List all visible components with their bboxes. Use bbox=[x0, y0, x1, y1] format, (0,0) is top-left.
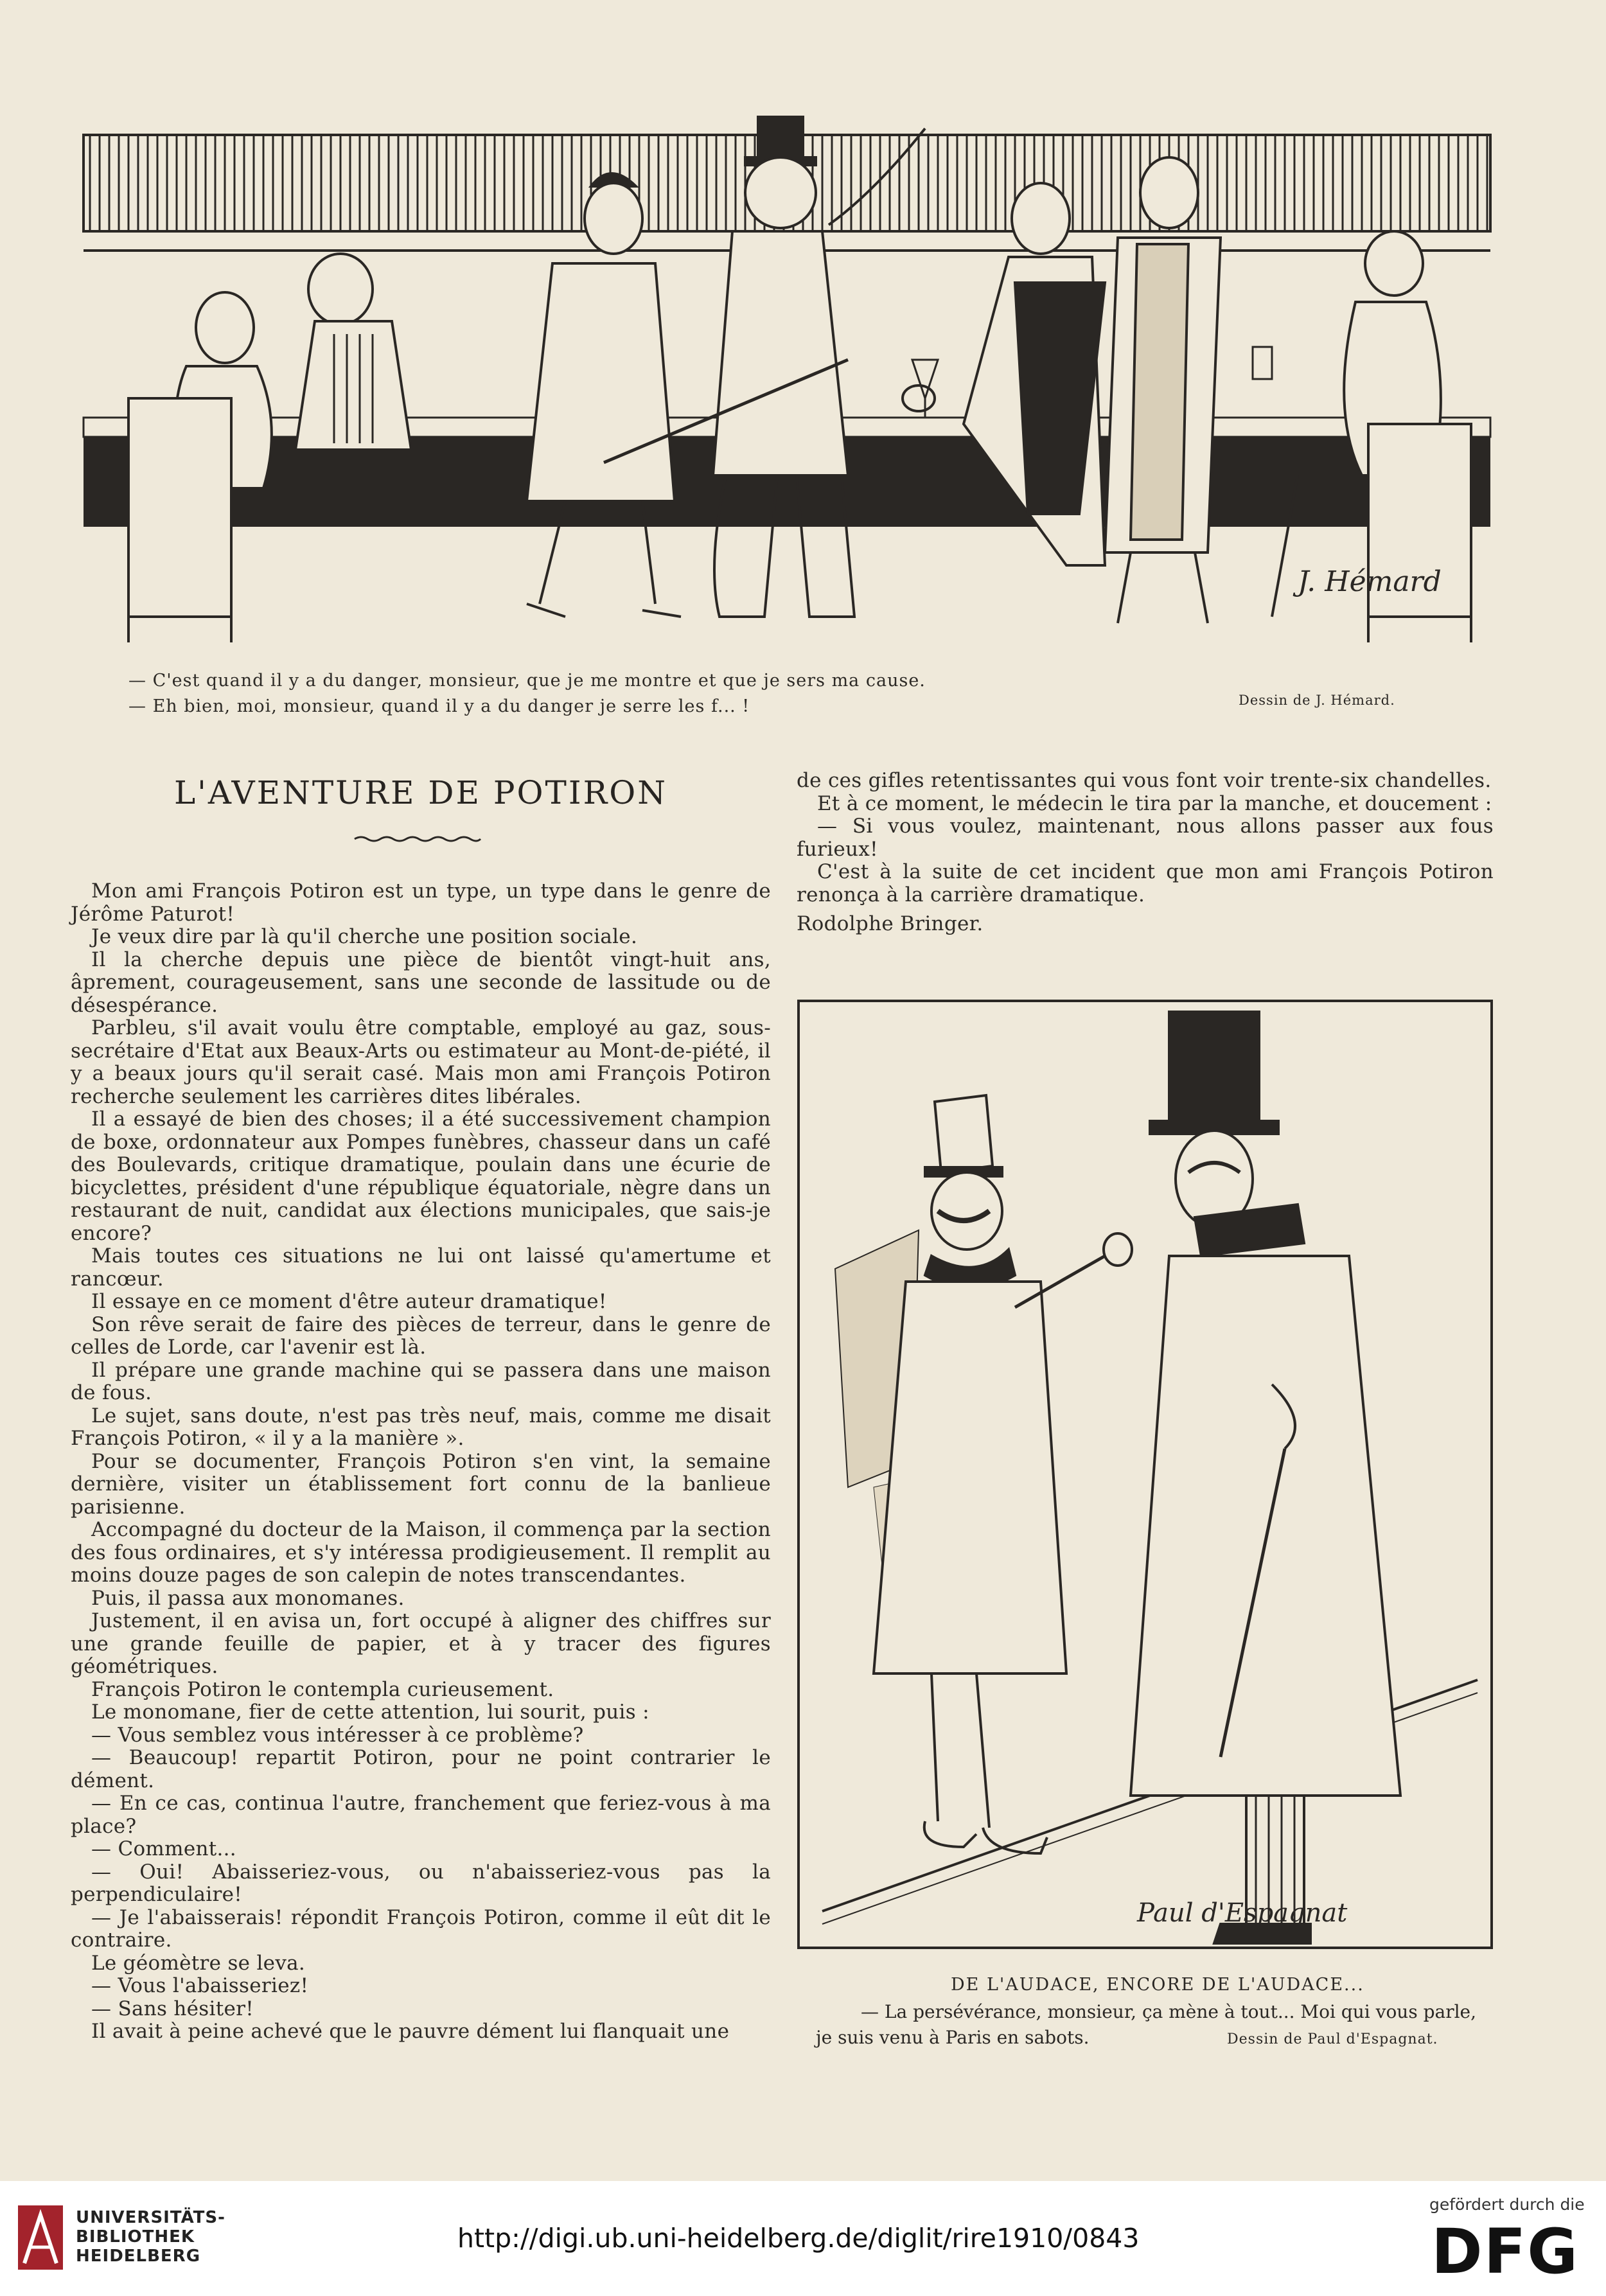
paragraph: — Vous l'abaisseriez! bbox=[91, 1974, 309, 1997]
seated-man-left bbox=[128, 292, 272, 642]
library-name-line: BIBLIOTHEK bbox=[76, 2227, 195, 2247]
title-ornament bbox=[353, 834, 482, 844]
man-bowler-hat bbox=[527, 173, 681, 617]
paragraph: Le monomane, fier de cette attention, lui sourit, puis : bbox=[91, 1700, 649, 1724]
two-men-drawing bbox=[797, 999, 1494, 1950]
paragraph: — Comment... bbox=[91, 1837, 236, 1860]
paragraph: Je veux dire par là qu'il cherche une position sociale. bbox=[91, 925, 638, 948]
funding-label: gefördert durch die bbox=[1429, 2195, 1585, 2214]
source-url-link[interactable]: http://digi.ub.uni-heidelberg.de/diglit/rire1910/0843 bbox=[457, 2223, 1140, 2254]
library-name-line: HEIDELBERG bbox=[76, 2247, 201, 2266]
paragraph: François Potiron le contempla curieusement. bbox=[91, 1677, 554, 1701]
paragraph: Pour se documenter, François Potiron s'en vint, la semaine dernière, visiter un établissement fort connu de la banlieue parisienne. bbox=[71, 1449, 771, 1519]
article-author: Rodolphe Bringer. bbox=[797, 912, 984, 935]
article-left-column bbox=[71, 880, 771, 2044]
bottom-dialogue-line-2: je suis venu à Paris en sabots. bbox=[816, 2027, 1090, 2048]
paragraph: — En ce cas, continua l'autre, franchement que feriez-vous à ma place? bbox=[71, 1792, 771, 1838]
paragraph: Il a essayé de bien des choses; il a été successivement champion de boxe, ordonnateur aux Pompes funèbres, chasseur dans un café des Boulevards, critique dramatique, poulain dans une écurie de bicyclettes, président d'une république équatoriale, nègre dans un restaurant de nuit, candidat aux élections municipales, que sais-je encore? bbox=[71, 1108, 771, 1245]
article-right-column bbox=[797, 770, 1494, 936]
article-title: L'AVENTURE DE POTIRON bbox=[173, 774, 668, 811]
library-name bbox=[76, 2208, 225, 2266]
paragraph: Le géomètre se leva. bbox=[91, 1951, 306, 1975]
paragraph: Il avait à peine achevé que le pauvre dément lui flanquait une bbox=[91, 2020, 730, 2043]
paragraph: — Sans hésiter! bbox=[91, 1997, 254, 2020]
bottom-dialogue-line-1: — La persévérance, monsieur, ça mène à tout... Moi qui vous parle, bbox=[861, 2001, 1477, 2022]
paragraph: de ces gifles retentissantes qui vous font voir trente-six chandelles. bbox=[797, 769, 1492, 792]
university-library-logo-icon bbox=[18, 2205, 63, 2270]
paragraph: Mon ami François Potiron est un type, un type dans le genre de Jérôme Paturot! bbox=[71, 879, 771, 926]
paragraph: Parbleu, s'il avait voulu être comptable, employé au gaz, sous-secrétaire d'Etat aux Beaux-Arts ou estimateur au Mont-de-piété, il y a beaux jours qu'il serait casé. Mais mon ami François Potiron recherche seulement les carrières dites libérales. bbox=[71, 1016, 771, 1108]
paragraph: Le sujet, sans doute, n'est pas très neuf, mais, comme me disait François Potiron, « il y a la manière ». bbox=[71, 1404, 771, 1450]
library-name-line: UNIVERSITÄTS- bbox=[76, 2208, 225, 2227]
paragraph: Et à ce moment, le médecin le tira par la manche, et doucement : bbox=[817, 791, 1492, 815]
paragraph: Il essaye en ce moment d'être auteur dramatique! bbox=[91, 1290, 607, 1313]
paragraph: Justement, il en avisa un, fort occupé à aligner des chiffres sur une grande feuille de papier, et à y tracer des figures géométriques. bbox=[71, 1609, 771, 1678]
top-caption-line-2: — Eh bien, moi, monsieur, quand il y a du danger je serre les f... ! bbox=[128, 696, 750, 716]
bottom-illustration-credit: Dessin de Paul d'Espagnat. bbox=[1227, 2031, 1438, 2047]
top-illustration-credit: Dessin de J. Hémard. bbox=[1239, 693, 1395, 708]
paragraph: — Beaucoup! repartit Potiron, pour ne point contrarier le dément. bbox=[71, 1746, 771, 1792]
top-illustration bbox=[77, 116, 1497, 649]
paragraph: Mais toutes ces situations ne lui ont laissé qu'amertume et rancœur. bbox=[71, 1244, 771, 1291]
bottom-illustration-signature: Paul d'Espagnat bbox=[1137, 1898, 1348, 1928]
top-illustration-signature: J. Hémard bbox=[1298, 565, 1442, 598]
paragraph: Accompagné du docteur de la Maison, il commença par la section des fous ordinaires, et s'y intéressa prodigieusement. Il remplit au moins douze pages de son calepin de notes transcendantes. bbox=[71, 1518, 771, 1587]
paragraph: Son rêve serait de faire des pièces de terreur, dans le genre de celles de Lorde, car l'avenir est là. bbox=[71, 1312, 771, 1359]
paragraph: — Oui! Abaisseriez-vous, ou n'abaisseriez-vous pas la perpendiculaire! bbox=[71, 1860, 771, 1906]
paragraph: Il la cherche depuis une pièce de bientôt vingt-huit ans, âprement, courageusement, sans une seconde de lassitude ou de désespérance. bbox=[71, 948, 771, 1017]
paragraph: Il prépare une grande machine qui se passera dans une maison de fous. bbox=[71, 1358, 771, 1404]
paragraph: — Vous semblez vous intéresser à ce problème? bbox=[91, 1723, 584, 1747]
man-hand-on-head bbox=[296, 254, 411, 450]
dfg-logo: DFG bbox=[1431, 2216, 1580, 2288]
top-caption-line-1: — C'est quand il y a du danger, monsieur, que je me montre et que je sers ma cause. bbox=[128, 671, 926, 691]
cafe-scene-drawing bbox=[77, 116, 1497, 649]
paragraph: — Je l'abaisserais! répondit François Potiron, comme il eût dit le contraire. bbox=[71, 1905, 771, 1952]
bottom-illustration-title: DE L'AUDACE, ENCORE DE L'AUDACE... bbox=[951, 1975, 1364, 1995]
footer-bar bbox=[0, 2181, 1606, 2296]
paragraph: C'est à la suite de cet incident que mon ami François Potiron renonça à la carrière dramatique. bbox=[797, 860, 1494, 906]
bottom-illustration bbox=[797, 999, 1494, 1950]
paragraph: Puis, il passa aux monomanes. bbox=[91, 1586, 405, 1610]
paragraph: — Si vous voulez, maintenant, nous allons passer aux fous furieux! bbox=[797, 815, 1494, 861]
